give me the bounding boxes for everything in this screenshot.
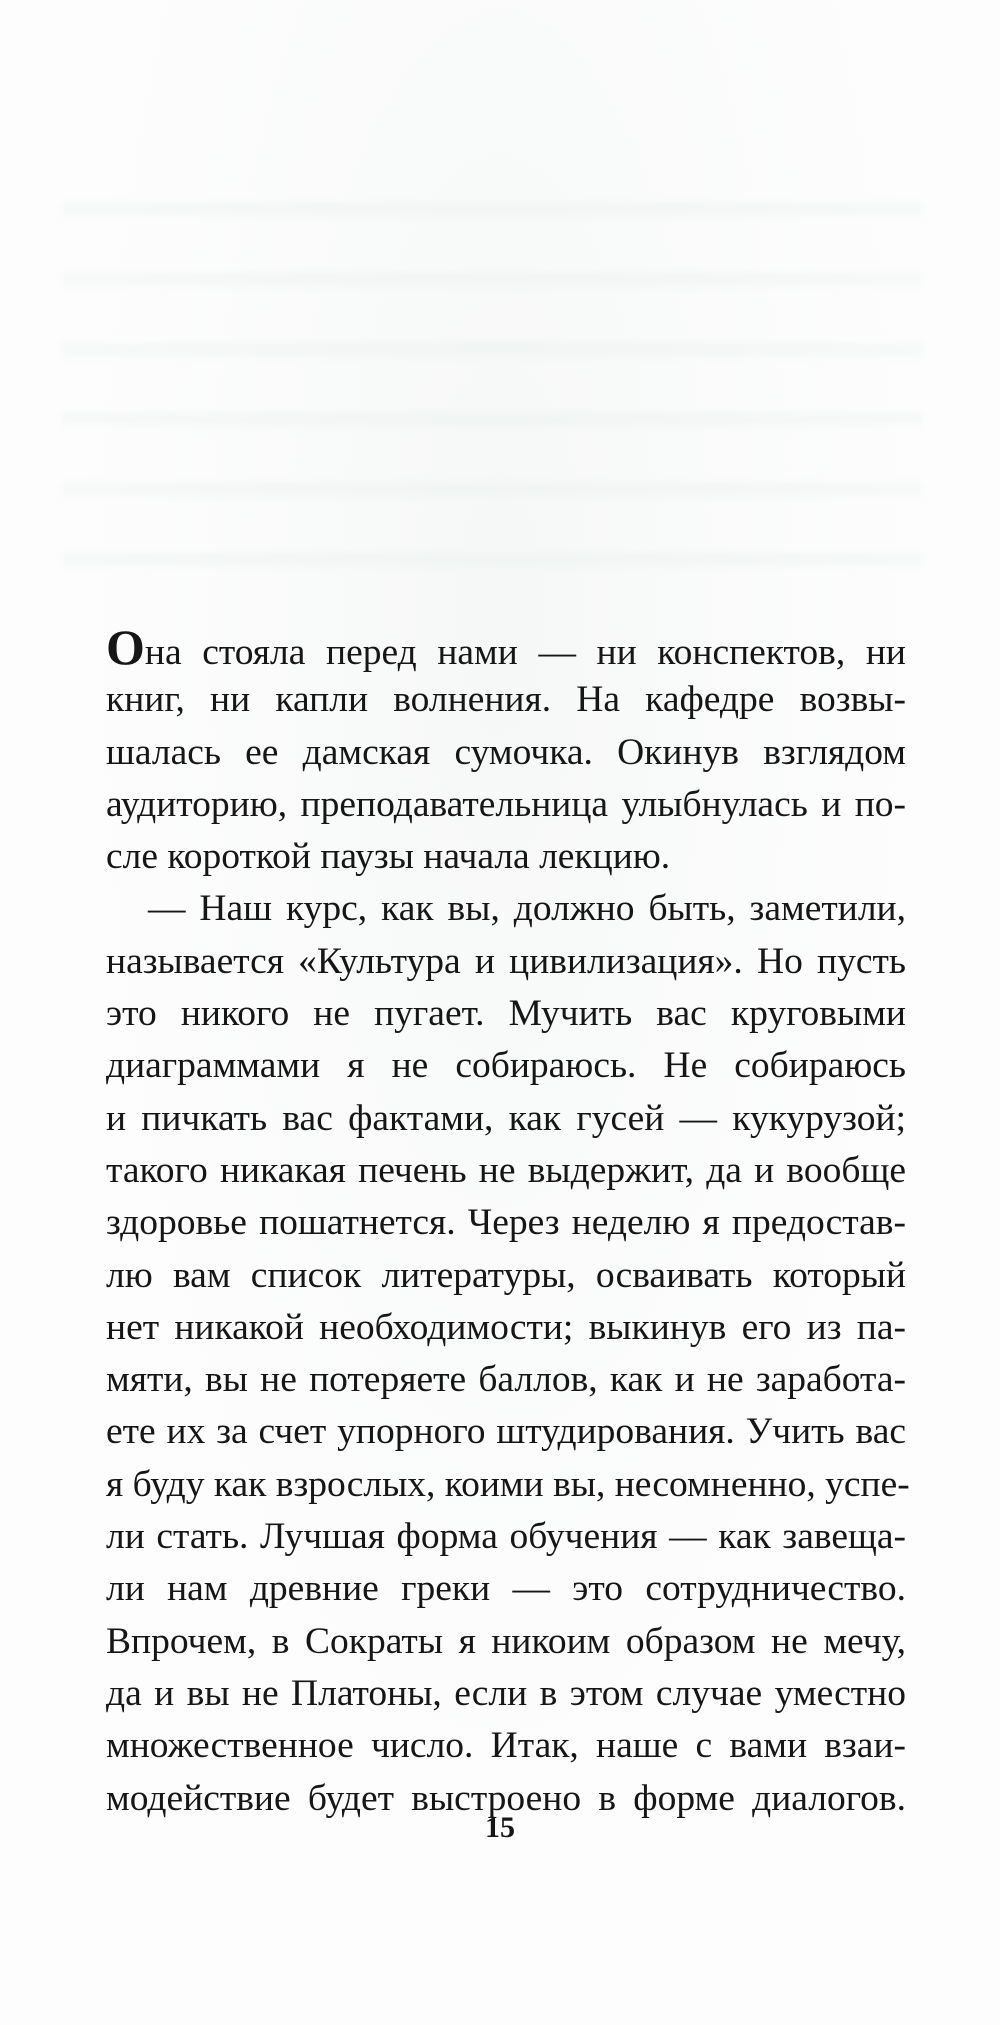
text-line-9: диаграммами я не собираюсь. Не собираюсь (106, 1045, 906, 1087)
text-line-12: здоровье пошатнется. Через неделю я предостав- (106, 1202, 906, 1244)
text-line-10: и пичкать вас фактами, как гусей — кукурузой; (106, 1097, 906, 1139)
text-line-7: называется «Культура и цивилизация». Но пусть (106, 940, 906, 982)
body-text (106, 619, 910, 1825)
text-line-19: ли нам древние греки — это сотрудничество. (106, 1568, 906, 1610)
text-line-13: лю вам список литературы, осваивать который (106, 1254, 906, 1296)
text-line-16: ете их за счет упорного штудирования. Учить вас (106, 1411, 906, 1453)
text-line-3: шалась ее дамская сумочка. Окинув взглядом (106, 731, 906, 773)
text-line-23: модействие будет выстроено в форме диалогов. (106, 1777, 906, 1819)
text-line-18: ли стать. Лучшая форма обучения — как завеща- (106, 1516, 906, 1558)
text-line-1: Она стояла перед нами — ни конспектов, ни (106, 619, 906, 675)
text-line-4: аудиторию, преподавательница улыбнулась и по- (106, 783, 906, 825)
text-line-17: я буду как взрослых, коими вы, несомненно, успе- (106, 1463, 910, 1505)
text-line-21: да и вы не Платоны, если в этом случае уместно (106, 1672, 906, 1714)
text-line-15: мяти, вы не потеряете баллов, как и не заработа- (106, 1359, 906, 1401)
drop-cap: О (106, 619, 145, 675)
text-line-2: книг, ни капли волнения. На кафедре возвы- (106, 679, 906, 721)
text-line-20: Впрочем, в Сократы я никоим образом не мечу, (106, 1620, 906, 1662)
text-line-22: множественное число. Итак, наше с вами взаи- (106, 1725, 906, 1767)
text-line-5: сле короткой паузы начала лекцию. (106, 836, 671, 878)
page-number: 15 (485, 1811, 515, 1844)
show-through-background (62, 170, 922, 600)
text-line-8: это никого не пугает. Мучить вас круговыми (106, 993, 906, 1035)
text-line-14: нет никакой необходимости; выкинув его из па- (106, 1306, 906, 1348)
text-line-11: такого никакая печень не выдержит, да и вообще (106, 1149, 906, 1191)
text-line-6: — Наш курс, как вы, должно быть, заметили, (148, 888, 906, 930)
